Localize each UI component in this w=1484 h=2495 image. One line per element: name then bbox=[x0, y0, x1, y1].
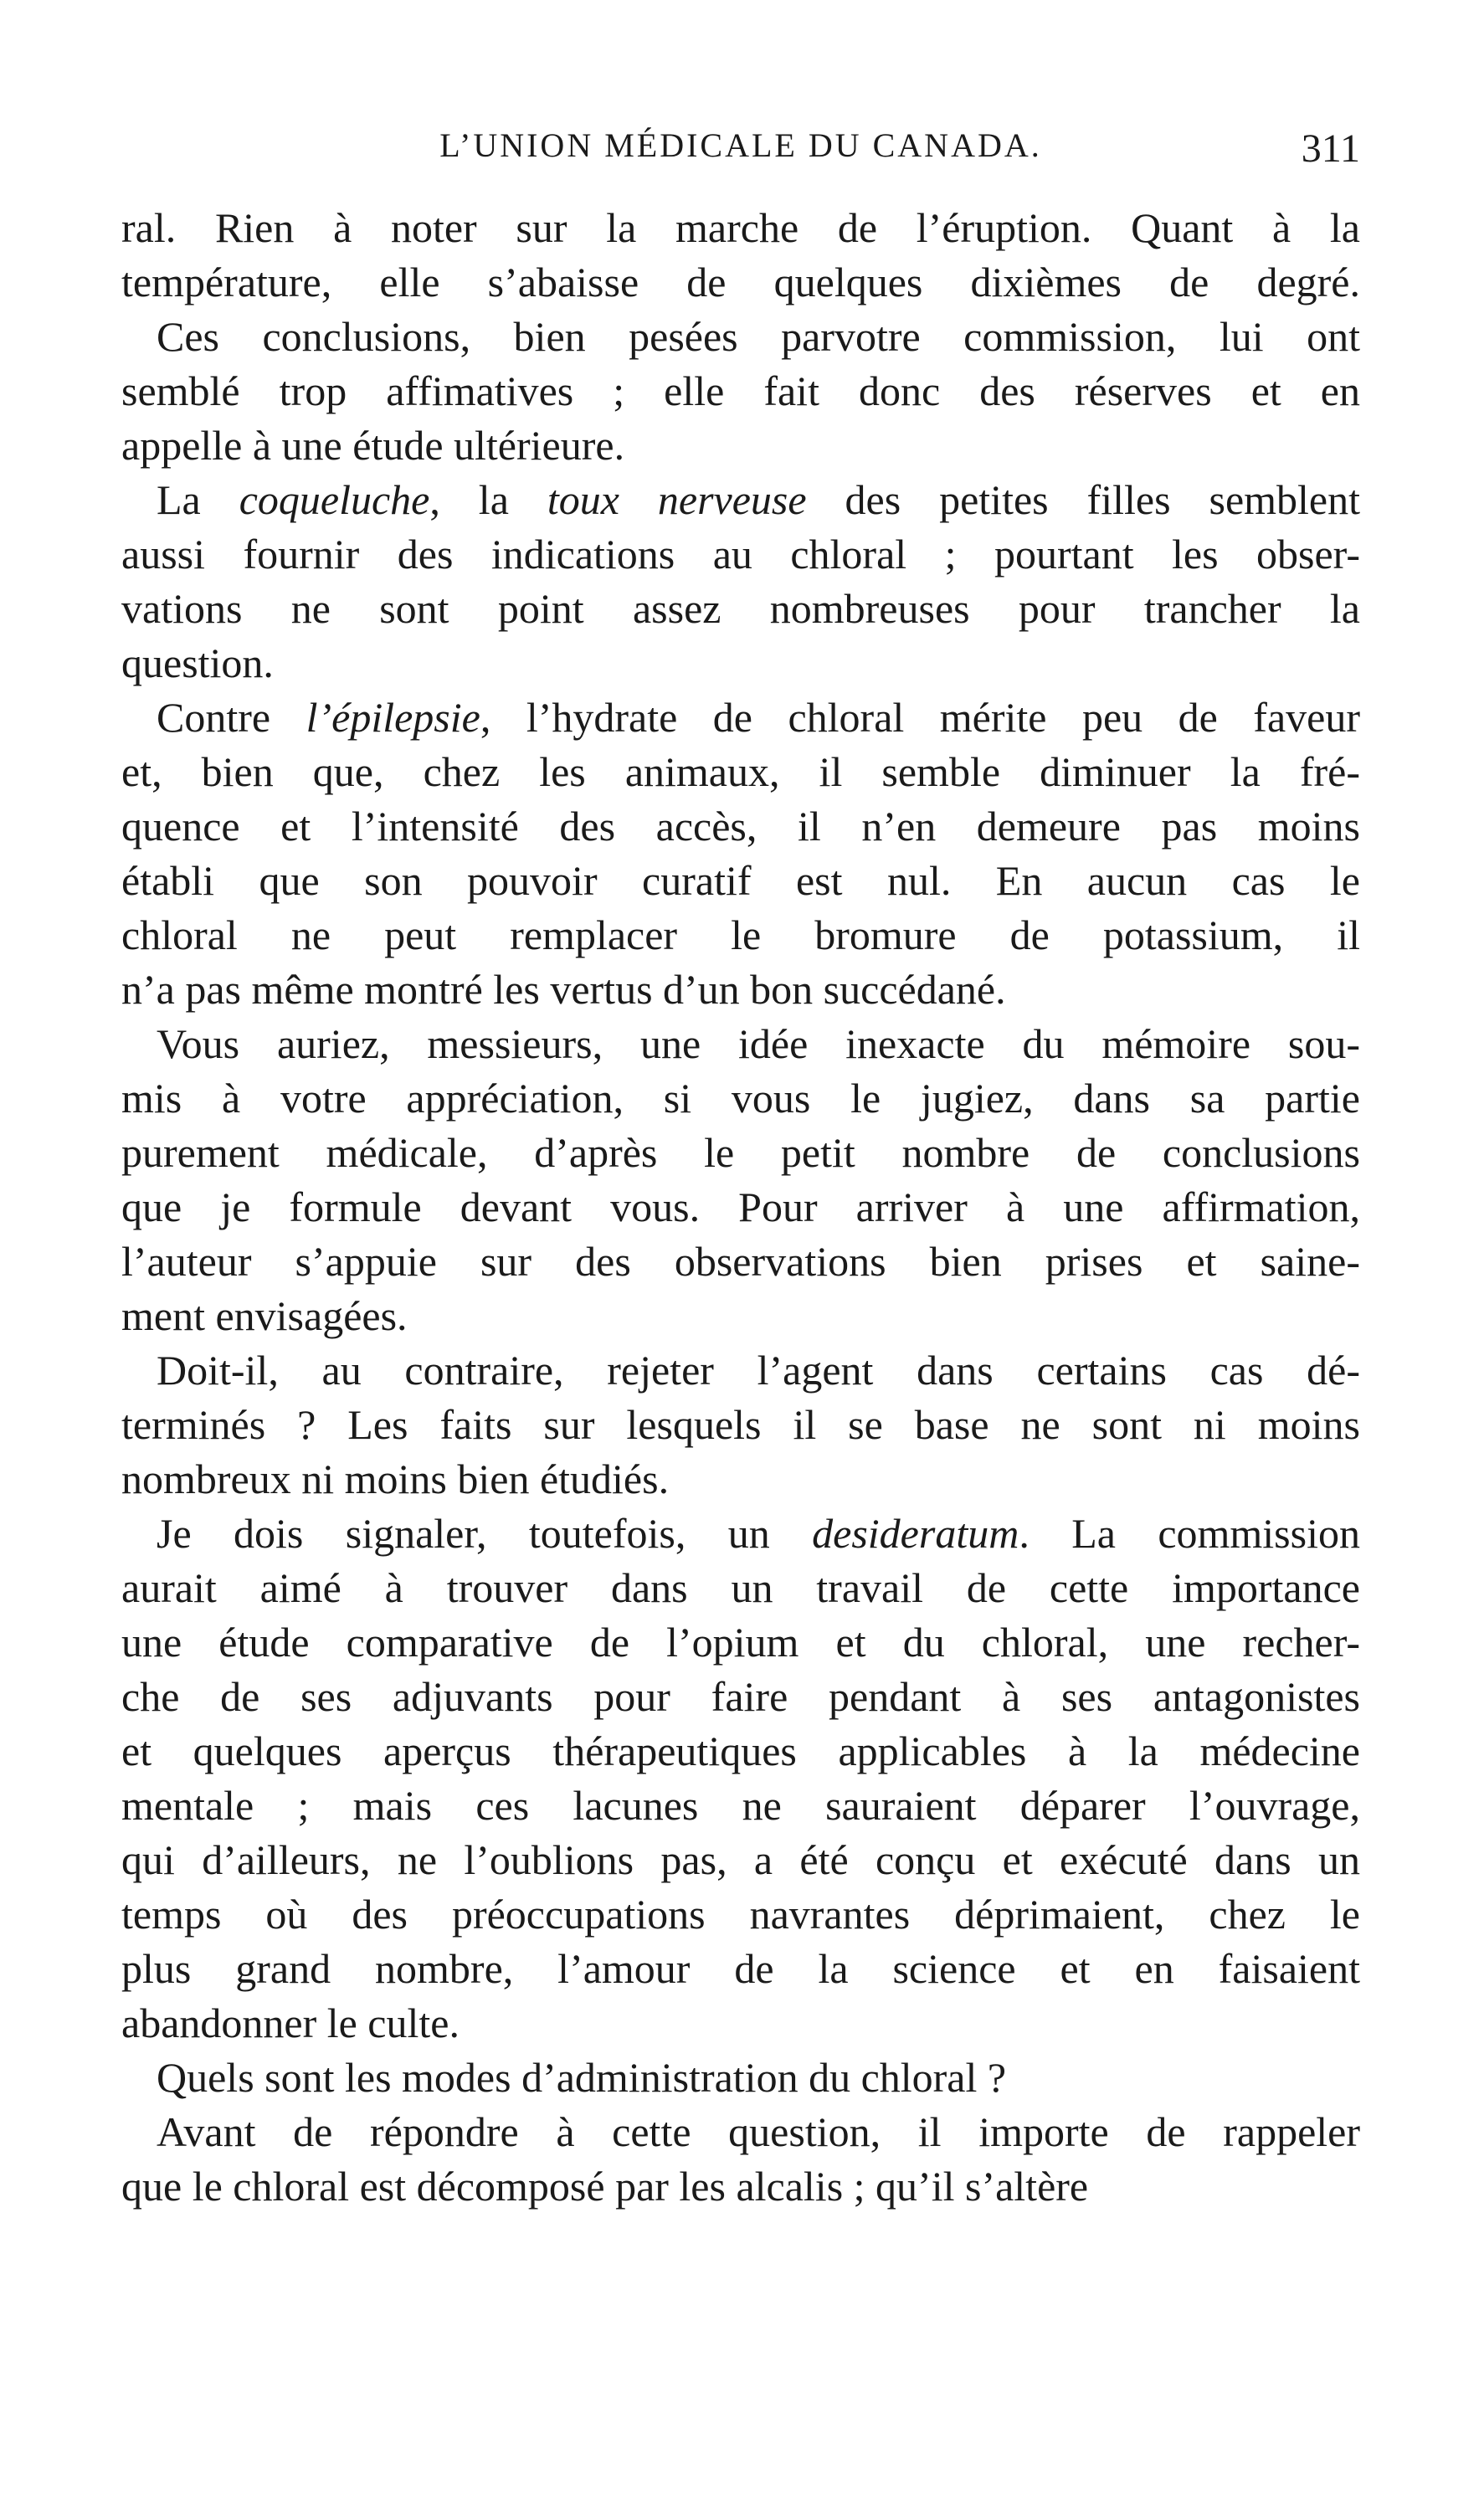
text-line: et quelques aperçus thérapeutiques applicables à la médecine bbox=[121, 1728, 1360, 1774]
text-line: nombreux ni moins bien étudiés. bbox=[121, 1455, 670, 1502]
text-line: plus grand nombre, l’amour de la science et en faisaient bbox=[121, 1945, 1360, 1992]
text-line: temps où des préoccupations navrantes déprimaient, chez le bbox=[121, 1891, 1360, 1938]
text-line: quence et l’intensité des accès, il n’en demeure pas moins bbox=[121, 803, 1360, 850]
text-line: terminés ? Les faits sur lesquels il se base ne sont ni moins bbox=[121, 1401, 1360, 1448]
text-line: aurait aimé à trouver dans un travail de cette importance bbox=[121, 1564, 1360, 1611]
text-line: ment envisagées. bbox=[121, 1292, 408, 1339]
text-line: vations ne sont point assez nombreuses pour trancher la bbox=[121, 585, 1360, 632]
text-line: ral. Rien à noter sur la marche de l’éruption. Quant à la bbox=[121, 204, 1360, 251]
text-line: que je formule devant vous. Pour arriver à une affirmation, bbox=[121, 1183, 1360, 1230]
text-line: qui d’ailleurs, ne l’oublions pas, a été conçu et exécuté dans un bbox=[121, 1836, 1360, 1883]
paragraph-start: Contre l’épilepsie, l’hydrate de chloral mérite peu de faveur bbox=[157, 694, 1360, 741]
text-line: n’a pas même montré les vertus d’un bon succédané. bbox=[121, 966, 1006, 1013]
text-line: aussi fournir des indications au chloral ; pourtant les obser- bbox=[121, 531, 1360, 578]
text-line: purement médicale, d’après le petit nombre de conclusions bbox=[121, 1129, 1360, 1176]
text-line: semblé trop affimatives ; elle fait donc des réserves et en bbox=[121, 367, 1360, 414]
text-line: abandonner le culte. bbox=[121, 2000, 460, 2046]
text-line: chloral ne peut remplacer le bromure de potassium, il bbox=[121, 911, 1360, 958]
text-line: que le chloral est décomposé par les alcalis ; qu’il s’altère bbox=[121, 2163, 1089, 2210]
paragraph-start: Avant de répondre à cette question, il importe de rappeler bbox=[157, 2108, 1360, 2155]
page-header bbox=[121, 126, 1360, 184]
text-line: che de ses adjuvants pour faire pendant à ses antagonistes bbox=[121, 1673, 1360, 1720]
text-line: mis à votre appréciation, si vous le jugiez, dans sa partie bbox=[121, 1075, 1360, 1122]
text-line: appelle à une étude ultérieure. bbox=[121, 422, 625, 469]
paragraph-start: Vous auriez, messieurs, une idée inexacte du mémoire sou- bbox=[157, 1020, 1360, 1067]
paragraph-start: Ces conclusions, bien pesées parvotre commission, lui ont bbox=[157, 313, 1360, 360]
paragraph-start: La coqueluche, la toux nerveuse des petites filles semblent bbox=[157, 476, 1360, 523]
text-line: établi que son pouvoir curatif est nul. En aucun cas le bbox=[121, 857, 1360, 904]
paragraph-start: Je dois signaler, toutefois, un desideratum. La commission bbox=[157, 1510, 1360, 1557]
text-line: mentale ; mais ces lacunes ne sauraient déparer l’ouvrage, bbox=[121, 1782, 1360, 1829]
page-number: 311 bbox=[1301, 126, 1360, 171]
paragraph-start: Doit-il, au contraire, rejeter l’agent dans certains cas dé- bbox=[157, 1347, 1360, 1394]
text-line: l’auteur s’appuie sur des observations bien prises et saine- bbox=[121, 1238, 1360, 1285]
paragraph-start: Quels sont les modes d’administration du chloral ? bbox=[157, 2054, 1007, 2101]
body-text bbox=[121, 201, 1360, 2214]
running-title: L’UNION MÉDICALE DU CANADA. bbox=[439, 126, 1042, 164]
text-line: et, bien que, chez les animaux, il semble diminuer la fré- bbox=[121, 748, 1360, 795]
text-line: température, elle s’abaisse de quelques dixièmes de degré. bbox=[121, 259, 1360, 305]
text-line: une étude comparative de l’opium et du chloral, une recher- bbox=[121, 1619, 1360, 1666]
text-line: question. bbox=[121, 639, 274, 686]
